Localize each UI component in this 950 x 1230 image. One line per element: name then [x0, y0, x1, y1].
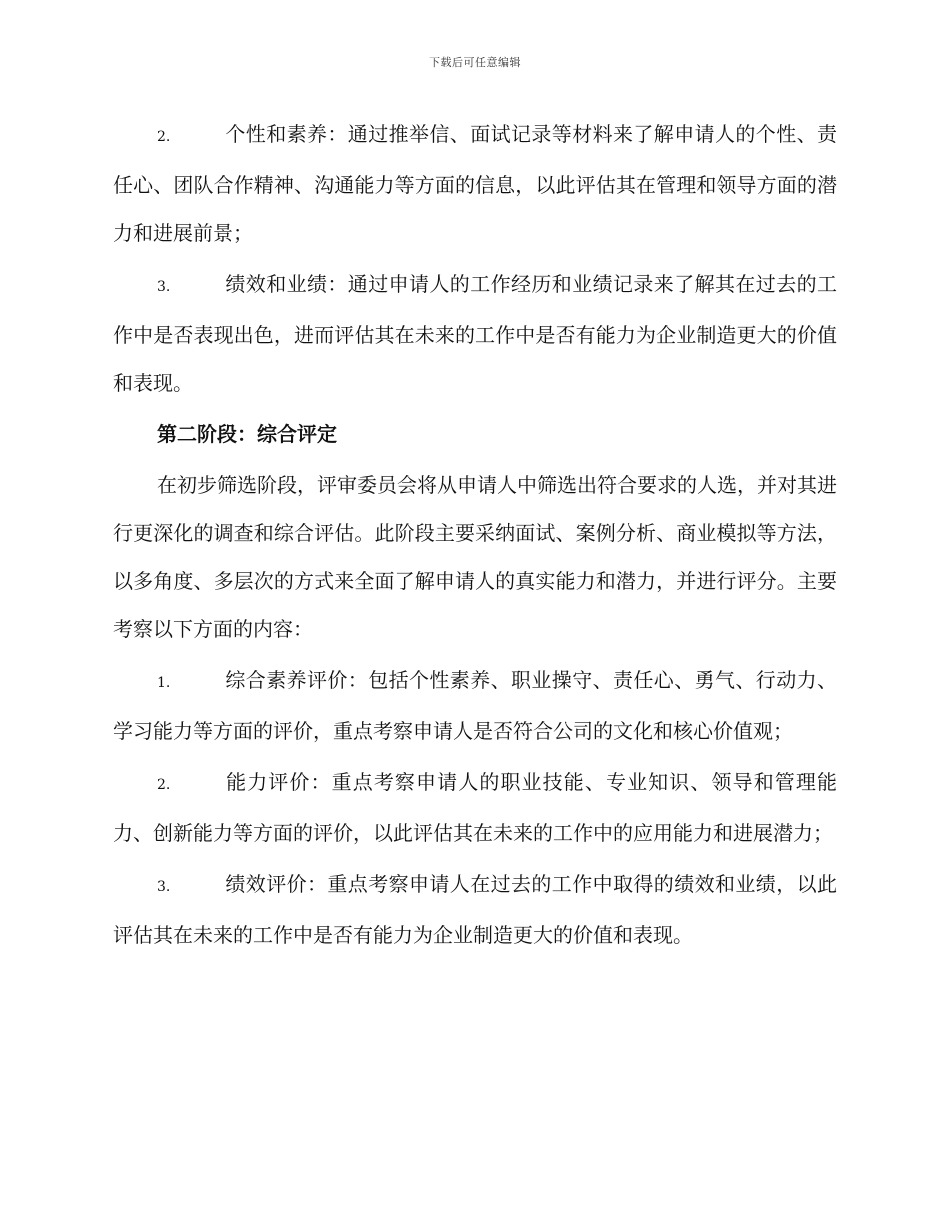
list-item — [113, 260, 837, 407]
section-heading: 第二阶段：综合评定 — [157, 422, 337, 446]
list-item-text: 绩效和业绩：通过申请人的工作经历和业绩记录来了解其在过去的工作中是否表现出色，进而评估其在未来的工作中是否有能力为企业制造更大的价值和表现。 — [113, 272, 837, 395]
list-item-text: 个性和素养：通过推举信、面试记录等材料来了解申请人的个性、责任心、团队合作精神、沟通能力等方面的信息，以此评估其在管理和领导方面的潜力和进展前景； — [113, 122, 837, 245]
document-body — [113, 110, 837, 962]
list-item-text: 绩效评价：重点考察申请人在过去的工作中取得的绩效和业绩，以此评估其在未来的工作中是否有能力为企业制造更大的价值和表现。 — [113, 872, 837, 947]
page-header: 下载后可任意编辑 — [429, 56, 521, 69]
list-item — [113, 758, 837, 857]
list-item — [113, 860, 837, 959]
list-number: 2. — [157, 129, 171, 145]
intro-paragraph: 在初步筛选阶段，评审委员会将从申请人中筛选出符合要求的人选，并对其进行更深化的调查和综合评估。此阶段主要采纳面试、案例分析、商业模拟等方法，以多角度、多层次的方式来全面了解申请人的真实能力和潜力，并进行评分。主要考察以下方面的内容： — [113, 473, 837, 641]
list-number: 3. — [157, 279, 171, 295]
list-item — [113, 656, 837, 755]
list-item-text: 能力评价：重点考察申请人的职业技能、专业知识、领导和管理能力、创新能力等方面的评价，以此评估其在未来的工作中的应用能力和进展潜力； — [113, 770, 837, 845]
list-item-text: 综合素养评价：包括个性素养、职业操守、责任心、勇气、行动力、学习能力等方面的评价，重点考察申请人是否符合公司的文化和核心价值观； — [113, 668, 837, 743]
list-item — [113, 110, 837, 257]
list-number: 2. — [157, 777, 171, 793]
list-number: 1. — [157, 675, 171, 691]
list-number: 3. — [157, 879, 171, 895]
